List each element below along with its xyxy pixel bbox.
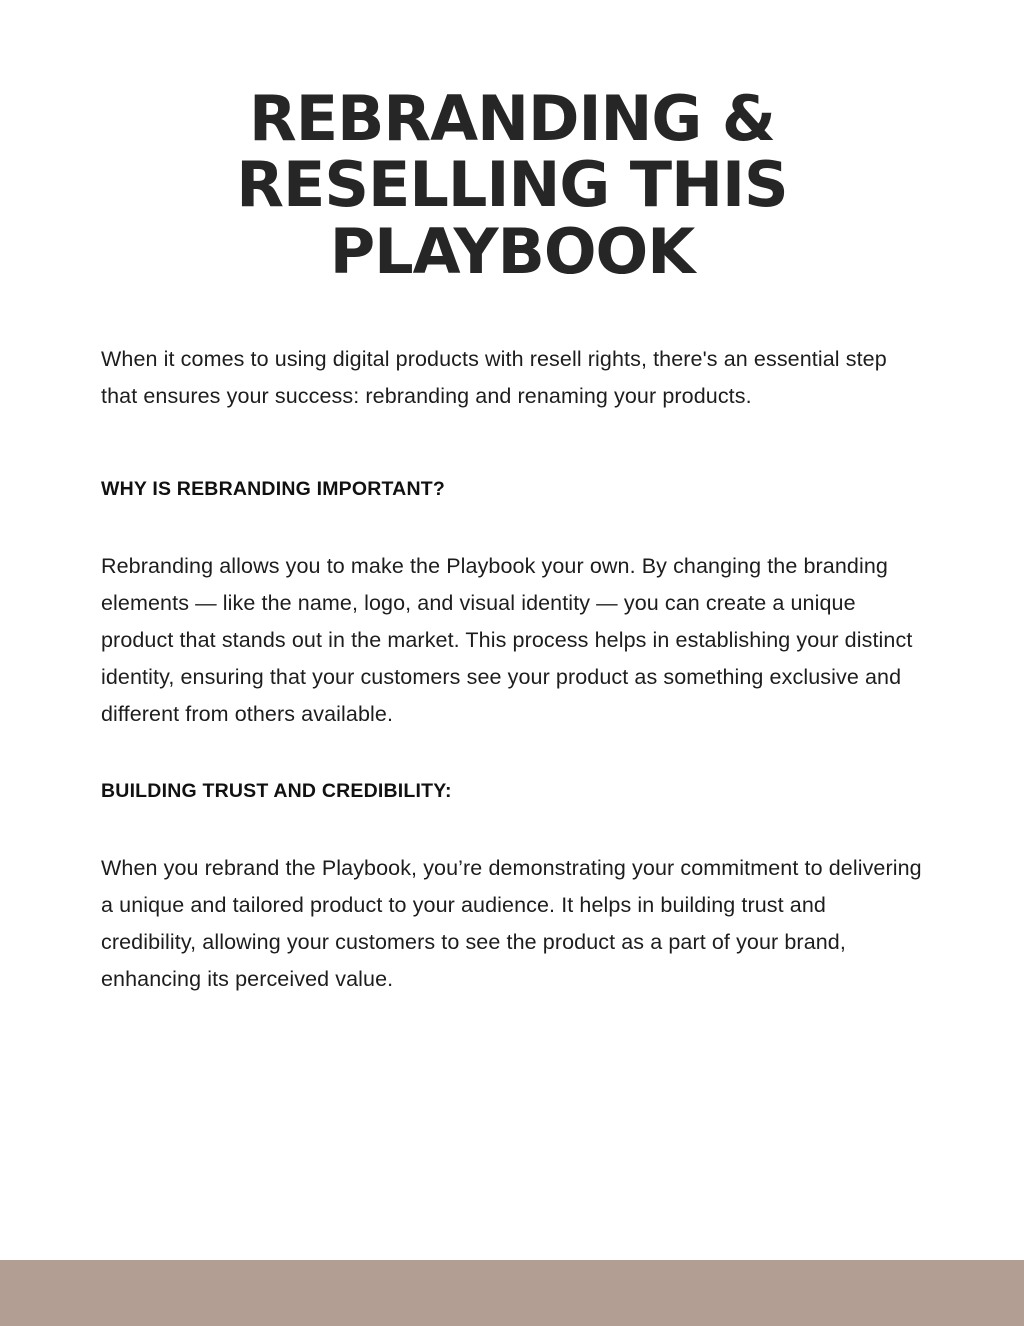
spacer-after-section-two-heading xyxy=(101,810,924,850)
spacer-before-section-two xyxy=(101,733,924,773)
spacer-after-section-one-heading xyxy=(101,508,924,548)
section-two-heading: BUILDING TRUST AND CREDIBILITY: xyxy=(101,779,452,802)
section-one-heading: WHY IS REBRANDING IMPORTANT? xyxy=(101,477,445,500)
spacer-after-title xyxy=(0,285,1024,341)
intro-paragraph: When it comes to using digital products with resell rights, there's an essential step that ensures your success: rebranding and renaming your products. xyxy=(101,346,887,408)
spacer-before-section-one xyxy=(101,415,924,471)
section-one-paragraph: Rebranding allows you to make the Playbook your own. By changing the branding elements — like the name, logo, and visual identity — you can create a unique product that stands out in the market. This process helps in establishing your distinct identity, ensuring that your customers see your product as something exclusive and different from others available. xyxy=(101,553,913,726)
page-title: REBRANDING & RESELLING THIS PLAYBOOK xyxy=(236,82,788,288)
section-two-paragraph: When you rebrand the Playbook, you’re demonstrating your commitment to delivering a unique and tailored product to your audience. It helps in building trust and credibility, allowing your customers to see the product as a part of your brand, enhancing its perceived value. xyxy=(101,855,922,991)
footer-accent-bar xyxy=(0,1260,1024,1326)
document-body xyxy=(0,341,1024,998)
